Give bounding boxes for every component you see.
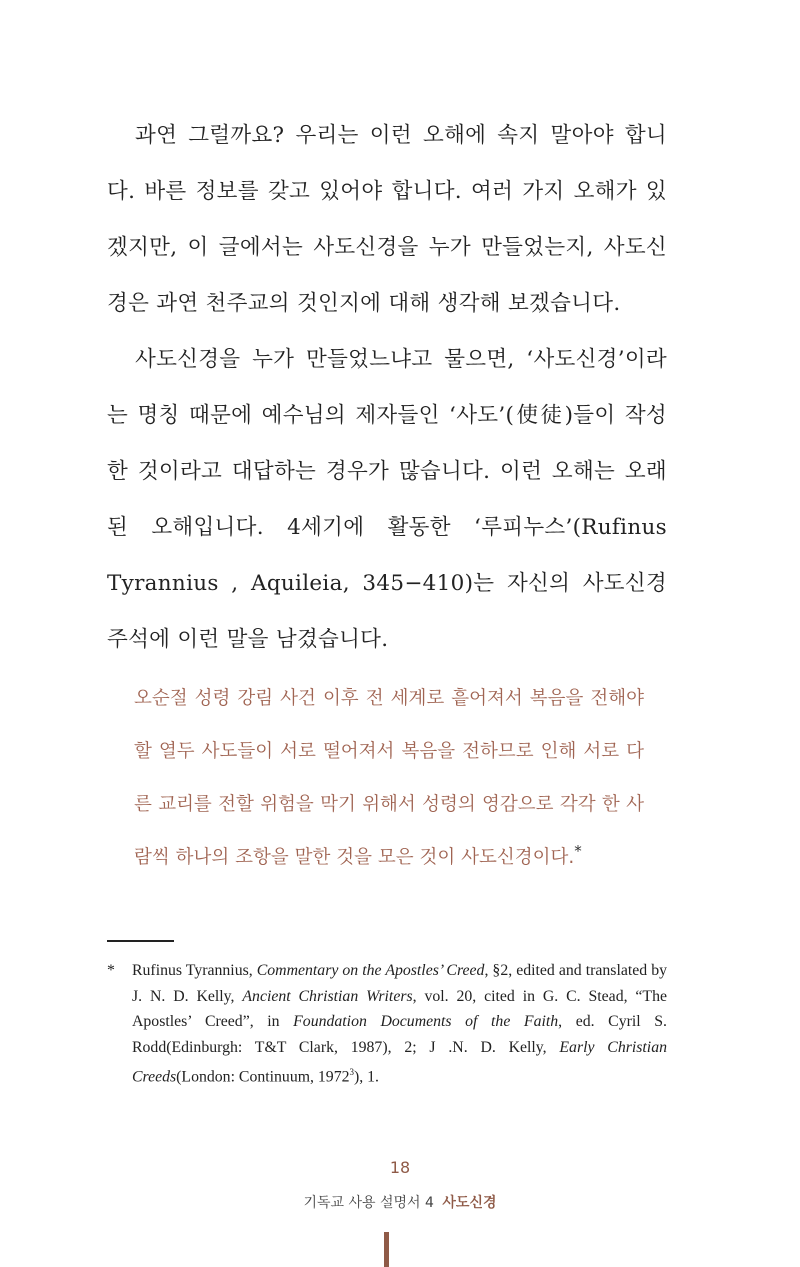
footnote-part: Rufinus Tyrannius, bbox=[132, 962, 257, 979]
rufinus-quote bbox=[134, 672, 644, 884]
footer-accent-bar bbox=[384, 1232, 389, 1267]
footnote-part: (London: Continuum, 1972 bbox=[176, 1068, 350, 1086]
footnote-part: , vol. 20, cited in G. C. Stead, “The Apostles’ Creed”, in bbox=[132, 987, 667, 1030]
footnote-edition-sup: 3 bbox=[349, 1067, 354, 1077]
footnote-title-early-creeds: Early Christian Creeds bbox=[132, 1038, 667, 1086]
quote-footnote-mark[interactable]: * bbox=[574, 841, 582, 860]
footnote-divider bbox=[107, 940, 174, 942]
footnote-part: , ed. Cyril S. Rodd(Edinburgh: T&T Clark, 1987), 2; J .N. D. Kelly, bbox=[132, 1013, 667, 1056]
footnote-part: , §2, edited and translated by J. N. D. Kelly, bbox=[132, 962, 667, 1005]
footnote bbox=[107, 958, 667, 1090]
footnote-title-ancient-writers: Ancient Christian Writers bbox=[242, 987, 413, 1005]
page-number: 18 bbox=[389, 1158, 411, 1177]
footnote-part: ), 1. bbox=[354, 1068, 380, 1086]
book-title: 기독교 사용 설명서 4 bbox=[303, 1195, 434, 1211]
quote-text: 오순절 성령 강림 사건 이후 전 세계로 흩어져서 복음을 전해야 할 열두 사도들이 서로 떨어져서 복음을 전하므로 인해 서로 다른 교리를 전할 위험을 막기 위해서 성령의 영감으로 각각 한 사람씩 하나의 조항을 말한 것을 모은 것이 사도신경이다. bbox=[134, 688, 644, 868]
footnote-text bbox=[132, 958, 667, 1090]
running-footer bbox=[0, 1192, 800, 1212]
paragraph-2: 사도신경을 누가 만들었느냐고 물으면, ‘사도신경’이라는 명칭 때문에 예수님의 제자들인 ‘사도’(使徒)들이 작성한 것이라고 대답하는 경우가 많습니다. 이런 오해는 오래된 오해입니다. 4세기에 활동한 ‘루피누스’(Rufinus Tyrannius , Aquileia, 345−410)는 자신의 사도신경 주석에 이런 말을 남겼습니다. bbox=[107, 347, 667, 652]
body-text bbox=[107, 108, 667, 668]
paragraph-1: 과연 그럴까요? 우리는 이런 오해에 속지 말아야 합니다. 바른 정보를 갖고 있어야 합니다. 여러 가지 오해가 있겠지만, 이 글에서는 사도신경을 누가 만들었는지, 사도신경은 과연 천주교의 것인지에 대해 생각해 보겠습니다. bbox=[107, 123, 667, 316]
footnote-title-foundation-documents: Foundation Documents of the Faith bbox=[293, 1013, 559, 1030]
footnote-title-commentary: Commentary on the Apostles’ Creed bbox=[256, 962, 485, 979]
footnote-marker: * bbox=[107, 962, 115, 979]
book-subtitle: 사도신경 bbox=[442, 1195, 497, 1211]
